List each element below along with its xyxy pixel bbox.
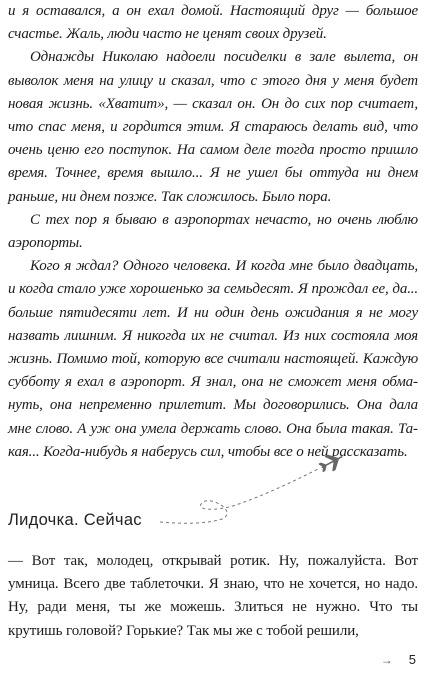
paragraph: и я оставался, а он ехал домой. Настоящий друг — большое счастье. Жаль, люди часто не ценят своих друзей. (8, 3, 418, 43)
airplane-icon (318, 450, 346, 475)
story-text (8, 0, 418, 464)
paragraph: — Вот так, молодец, открывай ротик. Ну, пожалуйста. Вот умница. Всего две таблеточки. Я знаю, что не хочется, но надо. Ну, ради меня, ты же можешь. Злиться не нужно. Что ты крутишь головой? Горькие? Так мы же с тобой решили, (8, 553, 418, 639)
paragraph: Однажды Николаю надоели посиделки в зале вылета, он выволок меня на улицу и сказал, что с этого дня у меня будет новая жизнь. «Хватит», — сказал он. Он до сих пор считает, что спас меня, и гордится этим. Я стараюсь делать вид, что очень ценю его поступок. На самом деле тогда просто пришло время. Точнее, время вышло... Я не ушел бы оттуда ни днем раньше, ни днем позже. Так сложилось. Было пора. (8, 49, 418, 205)
section-text (8, 550, 418, 643)
paragraph: С тех пор я бываю в аэропортах нечасто, но очень люблю аэропорты. (8, 211, 418, 252)
page-number: 5 (408, 652, 416, 667)
page-footer (381, 652, 416, 667)
arrow-right-icon: → (380, 652, 393, 667)
paragraph: Кого я ждал? Одного человека. И когда мне было двадцать, и когда стало уже хорошенько за семьдесят. Я прождал ее, да... больше пятидесяти лет. И ни один день ожидания я не могу назвать лишним. Я никогда их не считал. Из них состояла моя жизнь. Помимо той, которую все считали настоящей. Каждую субботу я ехал в аэропорт. Я знал, она не сможет меня обмануть, она непременно прилетит. Мы договорились. Она дала мне слово. А уж она умела держать слово. Она была такая. Такая... Когда-нибудь я наберусь сил, чтобы все о ней рассказать. (8, 258, 418, 460)
dashed-flight-line (160, 468, 320, 523)
section-heading: Лидочка. Сейчас (8, 511, 142, 529)
